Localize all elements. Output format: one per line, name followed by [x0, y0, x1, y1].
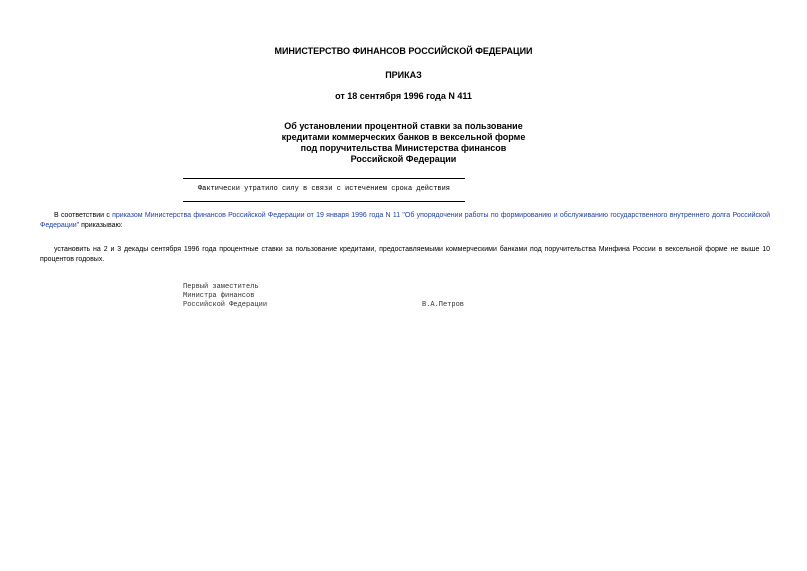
- preamble-prefix: В соответствии с: [54, 212, 113, 219]
- signature-position-line: Российской Федерации: [183, 301, 268, 309]
- subject-line: Об установлении процентной ставки за пользование: [284, 121, 523, 131]
- subject-line: кредитами коммерческих банков в вексельной форме: [281, 132, 526, 142]
- divider-bottom: [183, 201, 465, 202]
- divider-top: [183, 178, 465, 179]
- signature-position-line: Министра финансов: [183, 292, 255, 300]
- status-note: Фактически утратило силу в связи с истечением срока действия: [197, 185, 451, 193]
- document-subject: [0, 121, 807, 165]
- signature-position-line: Первый заместитель: [183, 283, 259, 291]
- subject-line: под поручительства Министерства финансов: [300, 143, 507, 153]
- document-type: ПРИКАЗ: [385, 70, 422, 80]
- body-paragraph-preamble: [40, 211, 770, 231]
- order-reference-link[interactable]: приказом Министерства финансов Российской Федерации от 19 января 1996 года N 11 "Об упорядочении работы по формированию и обслуживанию государственного внутреннего долга Российской Федерации": [40, 212, 770, 229]
- body-paragraph-order: [40, 245, 770, 265]
- ministry-title: МИНИСТЕРСТВО ФИНАНСОВ РОССИЙСКОЙ ФЕДЕРАЦИИ: [274, 46, 533, 56]
- subject-line: Российской Федерации: [350, 154, 457, 164]
- document-date-number: от 18 сентября 1996 года N 411: [335, 91, 472, 101]
- order-text: установить на 2 и 3 декады сентября 1996 года процентные ставки за пользование кредитами, предоставляемыми коммерческими банками под поручительства Минфина России в вексельной форме не выше 10 процентов годовых.: [40, 246, 770, 263]
- signatory-name: В.А.Петров: [422, 301, 465, 309]
- preamble-suffix: приказываю:: [79, 222, 123, 229]
